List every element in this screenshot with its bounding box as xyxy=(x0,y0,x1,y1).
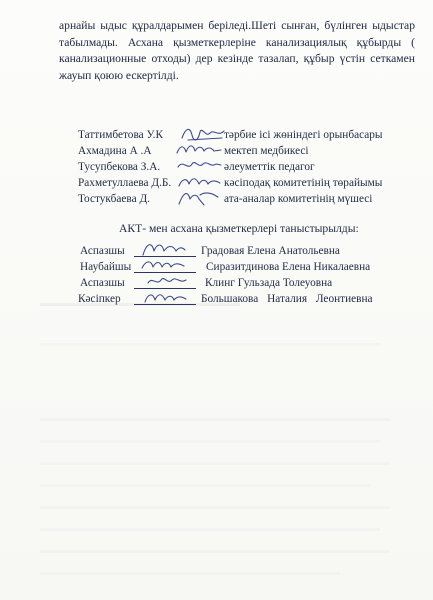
committee-member-name: Тостукбаева Д. xyxy=(78,193,150,205)
bleed-through-line xyxy=(40,440,380,443)
staff-position: Наубайшы xyxy=(80,261,132,273)
staff-position: Аспазшы xyxy=(80,245,125,257)
bleed-through-line xyxy=(40,418,390,421)
staff-row xyxy=(78,291,413,307)
bleed-through-line xyxy=(40,484,370,487)
committee-member-role: әлеуметтік педагог xyxy=(224,161,315,173)
staff-name: Большакова Наталия Леонтиевна xyxy=(201,293,373,305)
staff-name: Градовая Елена Анатольевна xyxy=(201,245,340,257)
bleed-through-line xyxy=(40,506,390,509)
committee-row xyxy=(78,175,408,191)
bleed-through-line xyxy=(40,528,380,531)
bleed-through-line xyxy=(40,572,340,575)
staff-name: Сиразитдинова Елена Никалаевна xyxy=(206,261,371,273)
committee-member-role: мектеп медбикесі xyxy=(224,145,309,157)
committee-member-role: тәрбие ісі жөніндегі орынбасары xyxy=(224,129,383,141)
committee-member-name: Таттимбетова У.К xyxy=(78,129,163,141)
intro-paragraph: арнайы ыдыс құралдарымен беріледі.Шеті сынған, бүлінген ыдыстар табылмады. Асхана қызметкерлеріне канализациялық құбырды ( канализационные отходы) дер кезінде тазалап, құбыр үстін сеткамен жауып қоюю ескертілді. xyxy=(59,19,415,82)
signature-mark xyxy=(140,287,190,309)
signature-mark xyxy=(174,187,224,209)
committee-row xyxy=(78,159,408,175)
staff-row xyxy=(80,275,410,291)
committee-member-name: Ахмадина А .А xyxy=(78,145,152,157)
bleed-through-line xyxy=(40,462,390,465)
acquainted-heading: АКТ- мен асхана қызметкерлері таныстырылды: xyxy=(119,222,359,235)
staff-row xyxy=(80,243,410,259)
bleed-through-line xyxy=(40,550,390,553)
committee-row xyxy=(78,191,408,207)
committee-row xyxy=(78,127,408,143)
committee-member-name: Тусупбекова З.А. xyxy=(78,161,161,173)
committee-member-role: кәсіподақ комитетінің төрайымы xyxy=(224,177,383,189)
staff-row xyxy=(80,259,410,275)
bleed-through-line xyxy=(40,343,380,346)
committee-row xyxy=(78,143,408,159)
staff-position: Аспазшы xyxy=(80,277,125,289)
staff-position: Кәсіпкер xyxy=(78,293,121,305)
committee-member-role: ата-аналар комитетінің мүшесі xyxy=(224,193,373,205)
staff-name: Клинг Гульзада Толеуовна xyxy=(205,277,333,289)
committee-member-name: Рахметуллаева Д.Б. xyxy=(78,177,172,189)
